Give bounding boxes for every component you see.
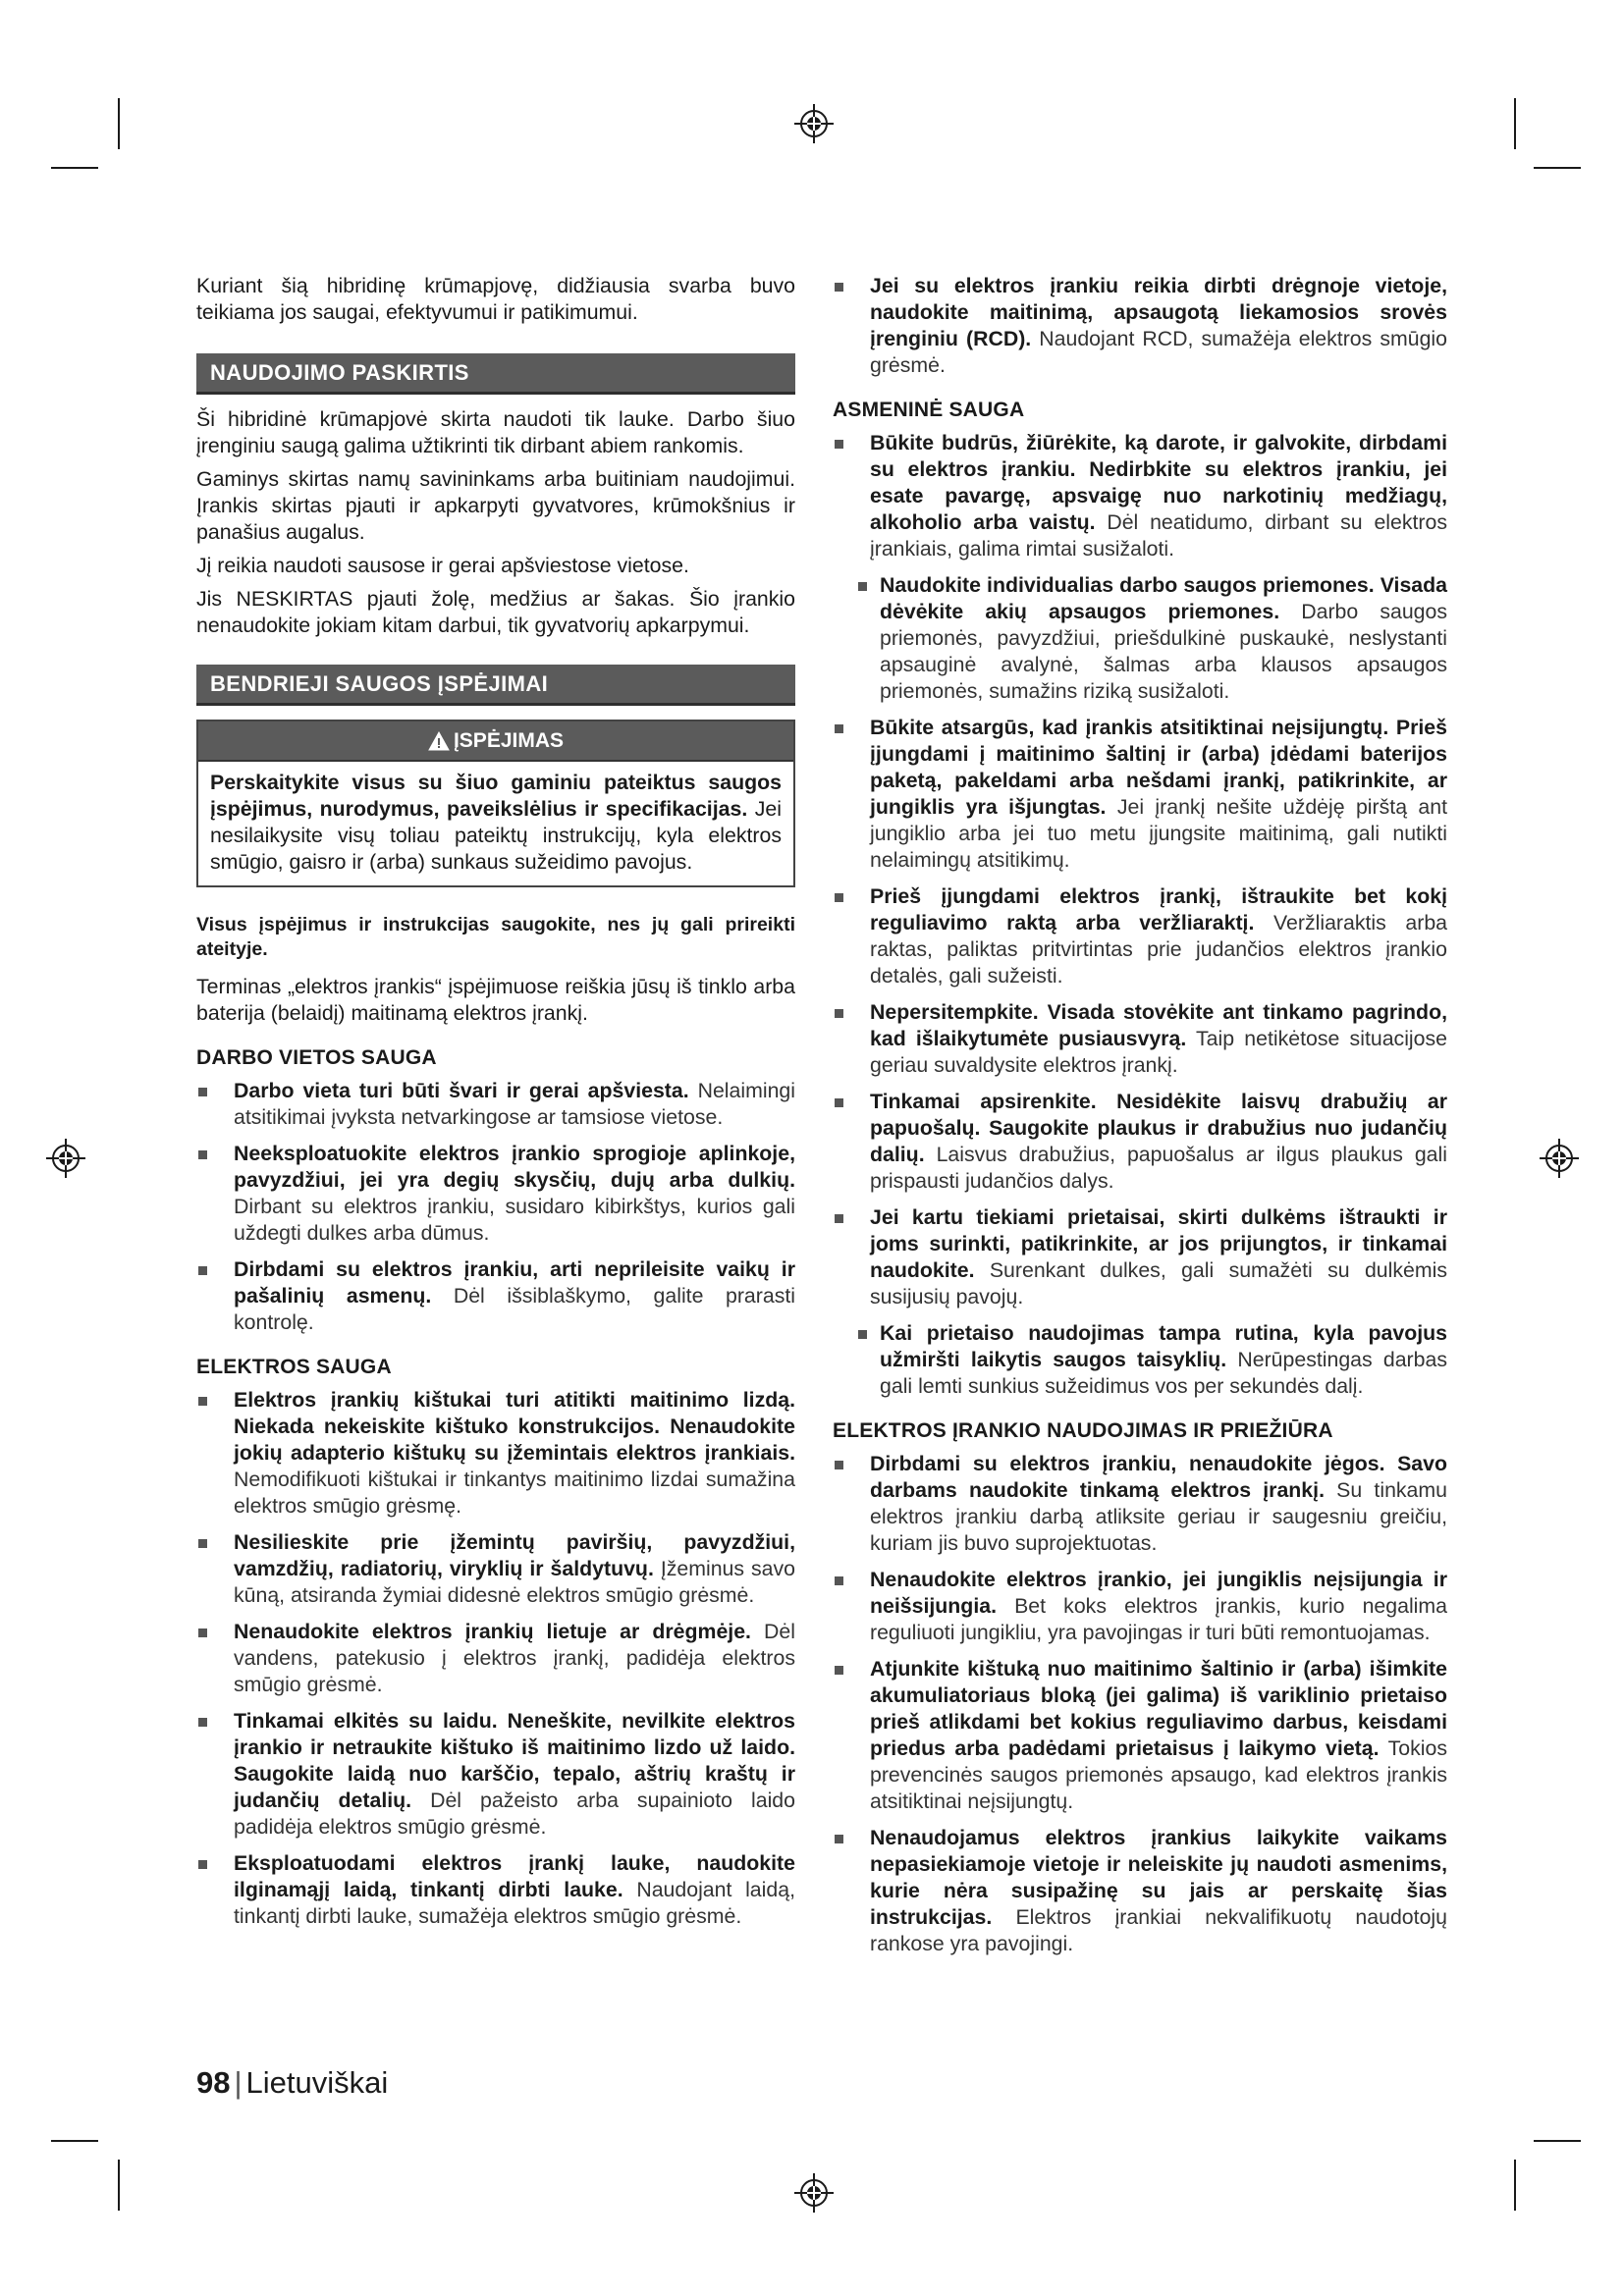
- item-text: Dėl vandens, patekusio į elektros įrankį, padidėja elektros smūgio grėsmė.: [234, 1620, 795, 1696]
- bullet-icon: [198, 1397, 207, 1406]
- item-text: Naudojant RCD, sumažėja elektros smūgio grėsmė.: [870, 327, 1448, 377]
- bullet-icon: [835, 1098, 843, 1107]
- item-text: Dirbant su elektros įrankiu, susidaro kibirkštys, kurios gali uždegti dulkes arba dūmus.: [234, 1195, 795, 1245]
- warning-bold-text: Perskaitykite visus su šiuo gaminiu pateiktus saugos įspėjimus, nurodymus, paveikslėlius ir specifikacijas.: [210, 771, 782, 821]
- item-text: Bet koks elektros įrankis, kurio negalima reguliuoti jungikliu, yra pavojingas ir turi būti remontuojamas.: [870, 1594, 1447, 1644]
- bullet-icon: [835, 893, 843, 902]
- item-text: Nerūpestingas darbas gali lemti sunkius sužeidimus vos per sekundės dalį.: [880, 1348, 1447, 1398]
- bullet-icon: [198, 1718, 207, 1727]
- list-item: [833, 1204, 1447, 1310]
- crop-mark: [1514, 2160, 1516, 2211]
- usage-paragraph: Jis NESKIRTAS pjauti žolę, medžius ar šakas. Šio įrankio nenaudokite jokiam kitam darbui, tik gyvatvorių apkarpymui.: [196, 587, 795, 637]
- bullet-icon: [198, 1539, 207, 1548]
- warning-header: [198, 721, 793, 762]
- personal-safety-heading: ASMENINĖ SAUGA: [833, 399, 1025, 421]
- warning-body: [198, 762, 793, 885]
- warning-box: [196, 720, 795, 887]
- crop-mark: [1534, 2140, 1581, 2142]
- usage-paragraph: Gaminys skirtas namų savininkams arba buitiniam naudojimui. Įrankis skirtas pjauti ir apkarpyti gyvatvores, krūmokšnius ir panašius augalus.: [196, 467, 795, 544]
- item-bold: Tinkamai apsirenkite. Nesidėkite laisvų drabužių ar papuošalų. Saugokite plaukus ir drabužius nuo judančių dalių.: [870, 1090, 1447, 1166]
- intro-paragraph: Kuriant šią hibridinę krūmapjovę, didžiausia svarba buvo teikiama jos saugai, efektyvumui ir patikimumui.: [196, 274, 795, 324]
- item-bold: Atjunkite kištuką nuo maitinimo šaltinio ir (arba) išimkite akumuliatoriaus bloką (jei galima) iš variklinio prietaiso prieš atlikdami bet kokius reguliavimo darbus, keisdami priedus arba padėdami prietaisus į laikymo vietą.: [870, 1657, 1447, 1760]
- page-number: 98: [196, 2065, 231, 2100]
- list-item: [196, 1256, 795, 1336]
- crop-mark: [118, 98, 120, 149]
- left-column: [196, 273, 795, 1940]
- bullet-icon: [835, 283, 843, 292]
- work-area-heading: DARBO VIETOS SAUGA: [196, 1046, 437, 1069]
- item-text: Su tinkamu elektros įrankiu darbą atliksite geriau ir saugesniu greičiu, kuriam jis buvo suprojektuotas.: [870, 1478, 1447, 1555]
- item-text: Nemodifikuoti kištukai ir tinkantys maitinimo lizdai sumažina elektros smūgio grėsmę.: [234, 1468, 795, 1518]
- item-text: Naudojant laidą, tinkantį dirbti lauke, sumažėja elektros smūgio grėsmė.: [234, 1878, 795, 1928]
- work-area-list: [196, 1078, 795, 1336]
- rcd-list: [833, 273, 1447, 379]
- warning-title: ĮSPĖJIMAS: [453, 729, 565, 752]
- item-bold: Būkite budrūs, žiūrėkite, ką darote, ir galvokite, dirbdami su elektros įrankiu. Nedirbkite su elektros įrankiu, jei esate pavargę, apsvaigę nuo narkotinių medžiagų, alkoholio arba vaistų.: [870, 431, 1447, 534]
- item-bold: Nenaudojamus elektros įrankius laikykite vaikams nepasiekiamoje vietoje ir neleiskite jų naudoti asmenims, kurie nėra susipažinę su jais ar perskaitę šias instrukcijas.: [870, 1826, 1447, 1929]
- item-bold: Prieš įjungdami elektros įrankį, ištraukite bet kokį reguliavimo raktą arba veržliaraktį.: [870, 884, 1447, 934]
- item-text: Darbo saugos priemonės, pavyzdžiui, priešdulkinė puskaukė, neslystanti apsauginė avalynė, šalmas arba klausos apsaugos priemonės, sumažins riziką susižaloti.: [880, 600, 1448, 703]
- item-bold: Būkite atsargūs, kad įrankis atsitiktinai neįsijungtų. Prieš įjungdami į maitinimo šaltinį ir (arba) įdėdami baterijos paketą, pakeldami arba nešdami įrankį, patikrinkite, ar jungiklis yra išjungtas.: [870, 716, 1447, 819]
- registration-mark-icon: [44, 1137, 87, 1180]
- registration-mark-icon: [792, 102, 836, 145]
- item-bold: Eksploatuodami elektros įrankį lauke, naudokite ilginamąjį laidą, tinkantį dirbti lauke.: [234, 1851, 795, 1901]
- bullet-icon: [198, 1088, 207, 1096]
- general-warnings-banner: BENDRIEJI SAUGOS ĮSPĖJIMAI: [196, 665, 795, 706]
- item-text: Taip netikėtose situacijose geriau suvaldysite elektros įrankį.: [870, 1027, 1447, 1077]
- list-item: [833, 572, 1447, 705]
- item-text: Tokios prevencinės saugos priemonės apsaugo, kad elektros įrankis atsitiktinai neįsijungtų.: [870, 1736, 1447, 1813]
- list-item: [833, 1451, 1447, 1557]
- item-text: Elektros įrankiai nekvalifikuotų naudotojų rankose yra pavojingi.: [870, 1905, 1447, 1955]
- item-text: Nelaimingi atsitikimai įvyksta netvarkingose ar tamsiose vietose.: [234, 1079, 795, 1129]
- list-item: [833, 883, 1447, 989]
- list-item: [833, 1567, 1447, 1646]
- item-text: Įžeminus savo kūną, atsiranda žymiai didesnė elektros smūgio grėsmė.: [234, 1557, 795, 1607]
- item-text: Veržliaraktis arba raktas, paliktas pritvirtintas prie judančios elektros įrankio detalės, gali sužeisti.: [870, 911, 1448, 988]
- crop-mark: [51, 167, 98, 169]
- right-column: [833, 273, 1447, 1967]
- list-item: [833, 715, 1447, 874]
- usage-section-banner: NAUDOJIMO PASKIRTIS: [196, 353, 795, 395]
- list-item: [833, 1320, 1447, 1400]
- personal-safety-list: [833, 430, 1447, 1400]
- item-bold: Darbo vieta turi būti švari ir gerai apšviesta.: [234, 1079, 689, 1102]
- list-item: [833, 430, 1447, 562]
- bullet-icon: [835, 1009, 843, 1018]
- bullet-icon: [858, 582, 867, 591]
- bullet-icon: [858, 1330, 867, 1339]
- bullet-icon: [835, 1835, 843, 1843]
- electric-safety-heading: ELEKTROS SAUGA: [196, 1356, 392, 1378]
- list-item: [196, 1529, 795, 1609]
- electric-safety-list: [196, 1387, 795, 1930]
- term-note: Terminas „elektros įrankis“ įspėjimuose reiškia jūsų iš tinklo arba baterija (belaidį) maitinamą elektros įrankį.: [196, 975, 795, 1025]
- usage-paragraph: Jį reikia naudoti sausose ir gerai apšviestose vietose.: [196, 554, 689, 577]
- item-bold: Nenaudokite elektros įrankių lietuje ar drėgmėje.: [234, 1620, 751, 1643]
- footer-separator: |: [234, 2065, 243, 2100]
- list-item: [196, 1078, 795, 1131]
- item-bold: Nepersitempkite. Visada stovėkite ant tinkamo pagrindo, kad išlaikytumėte pusiausvyrą.: [870, 1000, 1447, 1050]
- registration-mark-icon: [792, 2171, 836, 2215]
- bullet-icon: [835, 1214, 843, 1223]
- item-bold: Dirbdami su elektros įrankiu, nenaudokite jėgos. Savo darbams naudokite tinkamą elektros įrankį.: [870, 1452, 1447, 1502]
- bullet-icon: [835, 440, 843, 449]
- item-text: Dėl pažeisto arba supainioto laido padidėja elektros smūgio grėsmė.: [234, 1789, 795, 1839]
- warning-triangle-icon: [428, 731, 450, 751]
- list-item: [833, 1825, 1447, 1957]
- item-text: Dėl neatidumo, dirbant su elektros įrankiais, galima rimtai susižaloti.: [870, 510, 1448, 561]
- item-bold: Neeksploatuokite elektros įrankio sprogioje aplinkoje, pavyzdžiui, jei yra degių skysčių, dujų arba dulkių.: [234, 1142, 795, 1192]
- item-bold: Naudokite individualias darbo saugos priemones. Visada dėvėkite akių apsaugos priemones.: [880, 573, 1447, 623]
- item-bold: Tinkamai elkitės su laidu. Neneškite, nevilkite elektros įrankio ir netraukite kištuko iš maitinimo lizdo už laido. Saugokite laidą nuo karščio, tepalo, aštrių kraštų ir judančių detalių.: [234, 1709, 795, 1812]
- item-bold: Nenaudokite elektros įrankio, jei jungiklis neįsijungia ir neišsijungia.: [870, 1568, 1447, 1618]
- list-item: [196, 1619, 795, 1698]
- item-bold: Nesilieskite prie įžemintų paviršių, pavyzdžiui, vamzdžių, radiatorių, viryklių ir šaldytuvų.: [234, 1530, 795, 1580]
- crop-mark: [1534, 167, 1581, 169]
- item-bold: Kai prietaiso naudojimas tampa rutina, kyla pavojus užmiršti laikytis saugos taisyklių.: [880, 1321, 1447, 1371]
- list-item: [196, 1708, 795, 1841]
- item-text: Dėl išsiblaškymo, galite prarasti kontrolę.: [234, 1284, 795, 1334]
- bullet-icon: [835, 1576, 843, 1585]
- item-bold: Jei su elektros įrankiu reikia dirbti drėgnoje vietoje, naudokite maitinimą, apsaugotą liekamosios srovės įrenginiu (RCD).: [870, 274, 1447, 350]
- crop-mark: [1514, 98, 1516, 149]
- item-text: Surenkant dulkes, gali sumažėti su dulkėmis susijusių pavojų.: [870, 1258, 1447, 1308]
- crop-mark: [51, 2140, 98, 2142]
- item-bold: Elektros įrankių kištukai turi atitikti maitinimo lizdą. Niekada nekeiskite kištuko konstrukcijos. Nenaudokite jokių adapterio kištukų su įžemintais elektros įrankiais.: [234, 1388, 795, 1465]
- bullet-icon: [198, 1629, 207, 1637]
- list-item: [196, 1387, 795, 1520]
- bullet-icon: [835, 1666, 843, 1675]
- list-item: [833, 273, 1447, 379]
- footer-language: Lietuviškai: [245, 2065, 389, 2100]
- tool-use-heading: ELEKTROS ĮRANKIO NAUDOJIMAS IR PRIEŽIŪRA: [833, 1419, 1333, 1442]
- page-footer: [196, 2065, 388, 2101]
- bullet-icon: [835, 724, 843, 733]
- item-bold: Jei kartu tiekiami prietaisai, skirti dulkėms ištraukti ir joms surinkti, patikrinkite, ar jos prijungtos, ir tinkamai naudokite.: [870, 1205, 1447, 1282]
- list-item: [833, 1089, 1447, 1195]
- tool-use-list: [833, 1451, 1447, 1957]
- keep-instructions-note: Visus įspėjimus ir instrukcijas saugokite, nes jų gali prireikti ateityje.: [196, 914, 795, 960]
- bullet-icon: [198, 1860, 207, 1869]
- item-text: Laisvus drabužius, papuošalus ar ilgus plaukus gali prispausti judančios dalys.: [870, 1143, 1447, 1193]
- bullet-icon: [198, 1266, 207, 1275]
- warning-text: Jei nesilaikysite visų toliau pateiktų instrukcijų, kyla elektros smūgio, gaisro ir (arba) sunkaus sužeidimo pavojus.: [210, 797, 782, 874]
- list-item: [196, 1850, 795, 1930]
- crop-mark: [118, 2160, 120, 2211]
- registration-mark-icon: [1538, 1137, 1581, 1180]
- bullet-icon: [835, 1461, 843, 1469]
- list-item: [196, 1141, 795, 1247]
- list-item: [833, 1656, 1447, 1815]
- item-bold: Dirbdami su elektros įrankiu, arti neprileisite vaikų ir pašalinių asmenų.: [234, 1257, 795, 1308]
- item-text: Jei įrankį nešite uždėję pirštą ant jungiklio arba jei tuo metu įjungsite maitinimą, gali nutikti nelaimingų atsitikimų.: [870, 795, 1447, 872]
- usage-paragraph: Ši hibridinė krūmapjovė skirta naudoti tik lauke. Darbo šiuo įrenginiu saugą galima užtikrinti tik dirbant abiem rankomis.: [196, 407, 795, 457]
- bullet-icon: [198, 1150, 207, 1159]
- list-item: [833, 999, 1447, 1079]
